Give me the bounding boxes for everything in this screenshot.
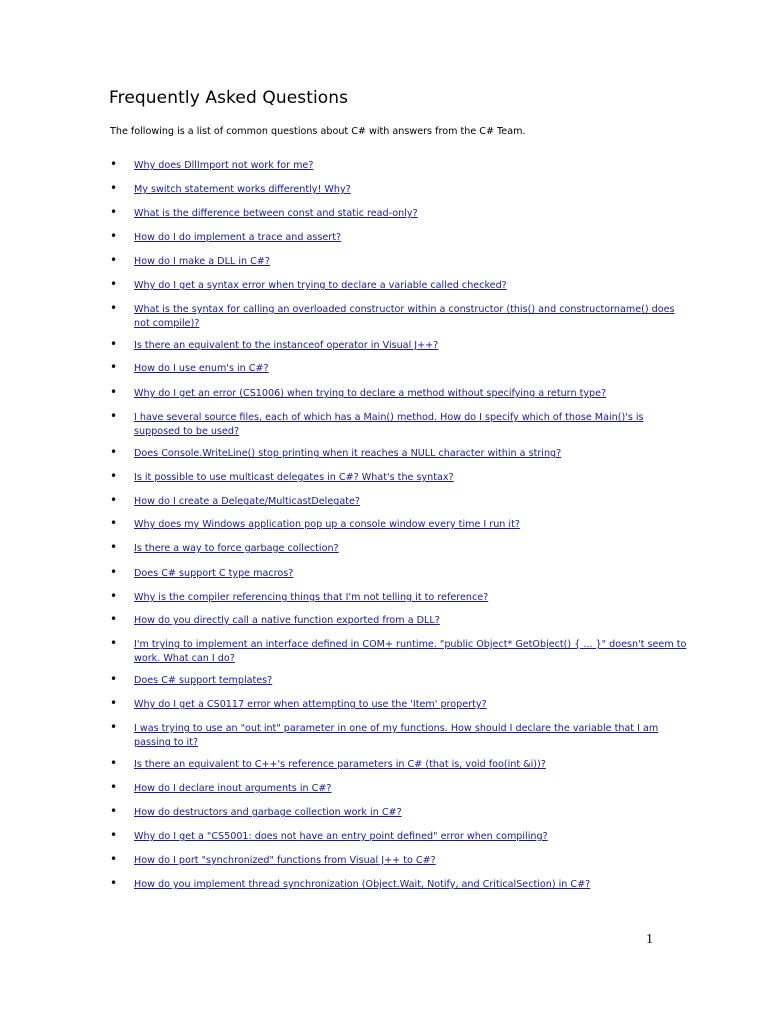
list-item <box>110 159 690 173</box>
list-item <box>110 758 690 772</box>
list-item <box>110 207 690 221</box>
bullet: • <box>110 360 118 374</box>
list-item <box>110 387 690 401</box>
list-item <box>110 722 690 750</box>
bullet: • <box>110 253 118 267</box>
faq-link[interactable]: Is there a way to force garbage collection? <box>134 543 339 554</box>
list-item <box>110 518 690 532</box>
faq-link[interactable]: I have several source files, each of which has a Main() method. How do I specify which of those Main()'s is supposed to be used? <box>134 412 644 437</box>
list-item <box>110 303 690 331</box>
list-item <box>110 231 690 245</box>
list-item <box>110 339 690 353</box>
bullet: • <box>110 181 118 195</box>
list-item <box>110 591 690 605</box>
list-item <box>110 471 690 485</box>
bullet: • <box>110 756 118 770</box>
faq-link[interactable]: Does C# support C type macros? <box>134 568 294 579</box>
faq-link[interactable]: I was trying to use an "out int" parameter in one of my functions. How should I declare the variable that I am passing to it? <box>134 723 659 748</box>
bullet: • <box>110 337 118 351</box>
list-item <box>110 255 690 269</box>
bullet: • <box>110 589 118 603</box>
faq-link[interactable]: How do I create a Delegate/MulticastDelegate? <box>134 496 360 507</box>
faq-link[interactable]: Is there an equivalent to C++'s reference parameters in C# (that is, void foo(int &i))? <box>134 759 546 770</box>
bullet: • <box>110 612 118 626</box>
bullet: • <box>110 672 118 686</box>
list-item <box>110 411 690 439</box>
bullet: • <box>110 301 118 315</box>
bullet: • <box>110 516 118 530</box>
bullet: • <box>110 696 118 710</box>
list-item <box>110 782 690 796</box>
faq-link[interactable]: How do you directly call a native function exported from a DLL? <box>134 615 440 626</box>
faq-link[interactable]: How do you implement thread synchronization (Object.Wait, Notify, and CriticalSection) in C#? <box>134 879 591 890</box>
bullet: • <box>110 720 118 734</box>
faq-link[interactable]: Is there an equivalent to the instanceof operator in Visual J++? <box>134 340 439 351</box>
faq-link[interactable]: How do destructors and garbage collection work in C#? <box>134 807 402 818</box>
faq-link[interactable]: How do I declare inout arguments in C#? <box>134 783 332 794</box>
list-item <box>110 806 690 820</box>
faq-link[interactable]: Why does my Windows application pop up a console window every time I run it? <box>134 519 520 530</box>
faq-link[interactable]: Why does DllImport not work for me? <box>134 160 314 171</box>
faq-link[interactable]: Why do I get a "CS5001: does not have an entry point defined" error when compiling? <box>134 831 548 842</box>
bullet: • <box>110 804 118 818</box>
faq-link[interactable]: What is the difference between const and static read-only? <box>134 208 418 219</box>
faq-link[interactable]: Is it possible to use multicast delegates in C#? What's the syntax? <box>134 472 454 483</box>
list-item <box>110 638 690 666</box>
bullet: • <box>110 636 118 650</box>
intro-text: The following is a list of common questions about C# with answers from the C# Team. <box>110 126 526 137</box>
faq-link[interactable]: Why do I get a CS0117 error when attempting to use the 'Item' property? <box>134 699 487 710</box>
bullet: • <box>110 469 118 483</box>
bullet: • <box>110 852 118 866</box>
faq-link[interactable]: Does C# support templates? <box>134 675 273 686</box>
bullet: • <box>110 445 118 459</box>
bullet: • <box>110 385 118 399</box>
bullet: • <box>110 229 118 243</box>
faq-link[interactable]: Why do I get a syntax error when trying to declare a variable called checked? <box>134 280 507 291</box>
list-item <box>110 698 690 712</box>
list-item <box>110 495 690 509</box>
faq-link[interactable]: How do I use enum's in C#? <box>134 363 269 374</box>
bullet: • <box>110 876 118 890</box>
faq-link[interactable]: Why do I get an error (CS1006) when trying to declare a method without specifying a return type? <box>134 388 607 399</box>
bullet: • <box>110 157 118 171</box>
faq-link[interactable]: How do I make a DLL in C#? <box>134 256 270 267</box>
faq-link[interactable]: What is the syntax for calling an overloaded constructor within a constructor (this() and constructorname() does not compile)? <box>134 304 675 329</box>
bullet: • <box>110 565 118 579</box>
list-item <box>110 854 690 868</box>
bullet: • <box>110 780 118 794</box>
faq-link[interactable]: How do I port "synchronized" functions from Visual J++ to C#? <box>134 855 436 866</box>
faq-link[interactable]: My switch statement works differently! Why? <box>134 184 351 195</box>
list-item <box>110 674 690 688</box>
bullet: • <box>110 277 118 291</box>
list-item <box>110 614 690 628</box>
faq-link[interactable]: Why is the compiler referencing things that I'm not telling it to reference? <box>134 592 489 603</box>
list-item <box>110 279 690 293</box>
list-item <box>110 362 690 376</box>
list-item <box>110 878 690 892</box>
list-item <box>110 567 690 581</box>
list-item <box>110 447 690 461</box>
bullet: • <box>110 828 118 842</box>
bullet: • <box>110 409 118 423</box>
bullet: • <box>110 205 118 219</box>
faq-link[interactable]: I'm trying to implement an interface defined in COM+ runtime. "public Object* GetObject() { ... }" doesn't seem to work. What can I do? <box>134 639 687 664</box>
page-number: 1 <box>646 932 653 947</box>
list-item <box>110 830 690 844</box>
bullet: • <box>110 540 118 554</box>
bullet: • <box>110 493 118 507</box>
list-item <box>110 542 690 556</box>
faq-link[interactable]: Does Console.WriteLine() stop printing when it reaches a NULL character within a string? <box>134 448 562 459</box>
list-item <box>110 183 690 197</box>
page-title: Frequently Asked Questions <box>109 88 349 108</box>
faq-link[interactable]: How do I do implement a trace and assert? <box>134 232 342 243</box>
